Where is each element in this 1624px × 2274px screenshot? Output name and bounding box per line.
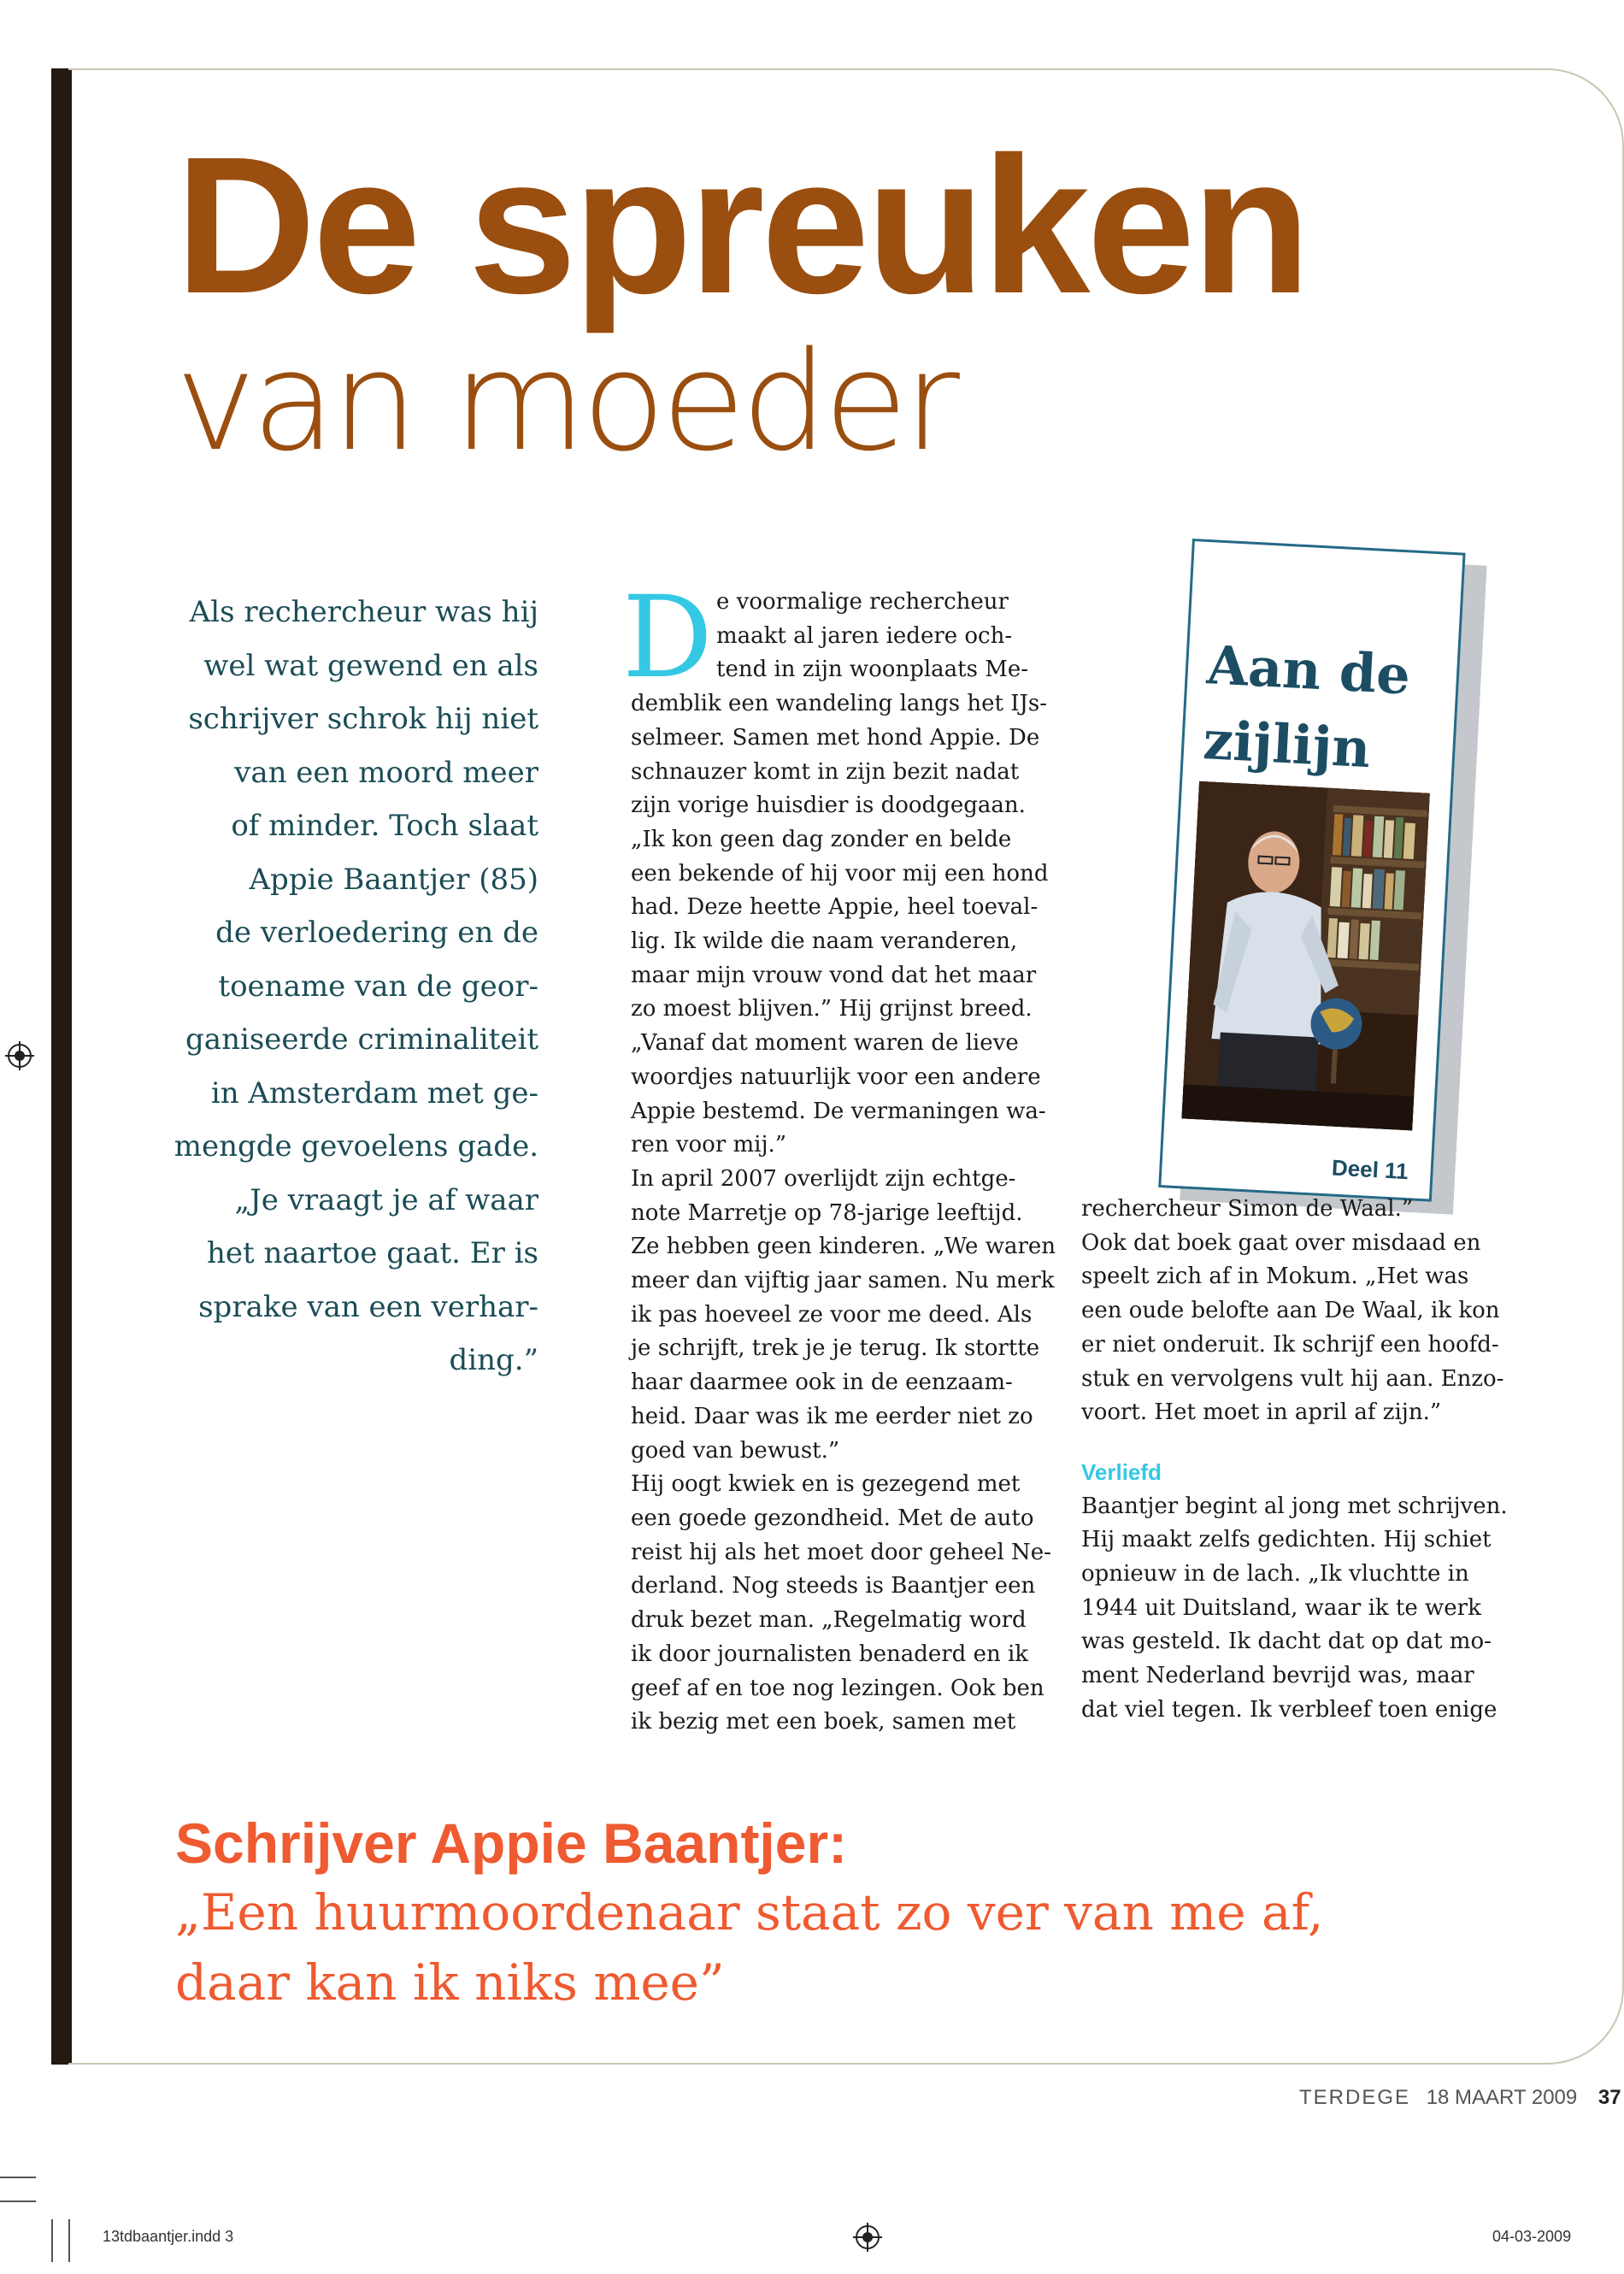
- sidebar-box: [1158, 539, 1465, 1202]
- intro-line: mengde gevoelens gade.: [174, 1129, 538, 1164]
- intro-line: „Je vraagt je af waar: [234, 1182, 538, 1217]
- body-line: Ze hebben geen kinderen. „We waren: [631, 1234, 1056, 1260]
- body-line: e voormalige rechercheur: [716, 589, 1009, 615]
- body-line: speelt zich af in Mokum. „Het was: [1081, 1264, 1469, 1290]
- body-line: schnauzer komt in zijn bezit nadat: [631, 758, 1020, 785]
- body-line: was gesteld. Ik dacht dat op dat mo-: [1081, 1629, 1492, 1655]
- body-line: geef af en toe nog lezingen. Ook ben: [631, 1675, 1044, 1701]
- crop-mark: [51, 2219, 53, 2262]
- body-line: rechercheur Simon de Waal.”: [1081, 1196, 1414, 1222]
- portrait-photo: [1181, 781, 1429, 1131]
- body-line: Baantjer begint al jong met schrijven.: [1081, 1493, 1508, 1519]
- body-line: maar mijn vrouw vond dat het maar: [631, 962, 1037, 988]
- crop-mark: [68, 2219, 70, 2262]
- body-line: stuk en vervolgens vult hij aan. Enzo-: [1081, 1365, 1504, 1392]
- body-line: ren voor mij.”: [631, 1132, 787, 1158]
- intro-line: toename van de geor-: [218, 969, 538, 1004]
- sidebar-box-title: [1201, 627, 1456, 791]
- headline-sub: van moeder: [175, 321, 956, 481]
- page-number: 37: [1598, 2086, 1621, 2109]
- series-label: Deel 11: [1331, 1154, 1409, 1185]
- intro-line: wel wat gewend en als: [203, 648, 538, 683]
- body-line: meer dan vijftig jaar samen. Nu merk: [631, 1268, 1055, 1294]
- body-line: een goede gezondheid. Met de auto: [631, 1505, 1034, 1531]
- body-line: voort. Het moet in april af zijn.”: [1081, 1399, 1442, 1426]
- body-line: opnieuw in de lach. „Ik vluchtte in: [1081, 1561, 1469, 1588]
- article-column-2: [1081, 1193, 1509, 1728]
- slug-date: 04-03-2009: [1492, 2228, 1572, 2245]
- section-subhead: Verliefd: [1081, 1458, 1162, 1485]
- issue-date: 18 MAART 2009: [1426, 2086, 1578, 2109]
- registration-mark-icon: [5, 1041, 34, 1070]
- sidebar-box-title-line: Aan de: [1205, 633, 1412, 707]
- intro-line: of minder. Toch slaat: [231, 809, 538, 843]
- body-line: „Vanaf dat moment waren de lieve: [631, 1030, 1019, 1057]
- body-line: „Ik kon geen dag zonder en belde: [631, 826, 1012, 852]
- magazine-name: TERDEGE: [1299, 2086, 1411, 2109]
- pullquote-line: daar kan ik niks mee”: [175, 1953, 725, 2012]
- intro-line: Appie Baantjer (85): [249, 862, 538, 897]
- body-line: er niet onderuit. Ik schrijf een hoofd-: [1081, 1331, 1499, 1358]
- intro-line: Als rechercheur was hij: [189, 595, 538, 629]
- body-line: zijn vorige huisdier is doodgegaan.: [631, 792, 1026, 819]
- article-column-1: [631, 586, 1056, 1740]
- crop-mark: [0, 2200, 36, 2202]
- intro-line: het naartoe gaat. Er is: [206, 1236, 538, 1270]
- body-line: Hij oogt kwiek en is gezegend met: [631, 1471, 1021, 1498]
- body-line: Ook dat boek gaat over misdaad en: [1081, 1229, 1481, 1256]
- body-line: een bekende of hij voor mij een hond: [631, 860, 1049, 887]
- body-line: lig. Ik wilde die naam veranderen,: [631, 928, 1018, 955]
- body-line: ik pas hoeveel ze voor me deed. Als: [631, 1301, 1033, 1328]
- body-line: druk bezet man. „Regelmatig word: [631, 1607, 1027, 1634]
- body-line: tend in zijn woonplaats Me-: [716, 657, 1029, 683]
- page-footer: [1299, 2086, 1621, 2110]
- sidebar-box-title-line: zijlijn: [1201, 709, 1373, 781]
- intro-line: de verloedering en de: [215, 916, 538, 950]
- body-line: 1944 uit Duitsland, waar ik te werk: [1081, 1594, 1481, 1621]
- body-line: Hij maakt zelfs gedichten. Hij schiet: [1081, 1527, 1492, 1553]
- body-line: reist hij als het moet door geheel Ne-: [631, 1539, 1051, 1565]
- body-line: dat viel tegen. Ik verbleef toen enige: [1081, 1696, 1497, 1723]
- body-line: Appie bestemd. De vermaningen wa-: [631, 1098, 1046, 1124]
- intro-lead: [171, 586, 538, 1387]
- body-line: woordjes natuurlijk voor een andere: [631, 1063, 1041, 1090]
- intro-line: in Amsterdam met ge-: [210, 1075, 538, 1110]
- body-line: heid. Daar was ik me eerder niet zo: [631, 1403, 1033, 1429]
- intro-line: ding.”: [449, 1343, 538, 1377]
- body-line: note Marretje op 78-jarige leeftijd.: [631, 1199, 1023, 1226]
- intro-line: van een moord meer: [234, 755, 538, 790]
- slug-filename: 13tdbaantjer.indd 3: [103, 2228, 234, 2245]
- body-line: een oude belofte aan De Waal, ik kon: [1081, 1298, 1500, 1324]
- body-line: selmeer. Samen met hond Appie. De: [631, 724, 1040, 751]
- pullquote: [175, 1877, 1323, 2018]
- portrait-photo-illustration: [1181, 781, 1429, 1131]
- drop-cap: D: [622, 572, 713, 704]
- body-line: je schrijft, trek je je terug. Ik stortte: [631, 1335, 1040, 1362]
- registration-mark-icon: [853, 2223, 882, 2252]
- intro-line: sprake van een verhar-: [198, 1289, 538, 1324]
- headline: De spreuken: [175, 117, 1308, 334]
- pullquote-heading: Schrijver Appie Baantjer:: [175, 1812, 848, 1875]
- body-line: ik door journalisten benaderd en ik: [631, 1641, 1029, 1667]
- body-line: ik bezig met een boek, samen met: [631, 1709, 1016, 1735]
- body-line: zo moest blijven.” Hij grijnst breed.: [631, 996, 1033, 1022]
- body-line: derland. Nog steeds is Baantjer een: [631, 1573, 1036, 1599]
- intro-line: ganiseerde criminaliteit: [185, 1022, 538, 1057]
- body-line: In april 2007 overlijdt zijn echtge-: [631, 1165, 1016, 1192]
- body-line: had. Deze heette Appie, heel toeval-: [631, 894, 1039, 921]
- pullquote-line: „Een huurmoordenaar staat zo ver van me af,: [175, 1883, 1324, 1941]
- body-line: haar daarmee ook in de eenzaam-: [631, 1370, 1013, 1396]
- body-line: ment Nederland bevrijd was, maar: [1081, 1663, 1474, 1689]
- body-line: goed van bewust.”: [631, 1437, 840, 1464]
- crop-mark: [0, 2177, 36, 2178]
- intro-line: schrijver schrok hij niet: [188, 702, 538, 736]
- body-line: demblik een wandeling langs het IJs-: [631, 691, 1048, 717]
- body-line: maakt al jaren iedere och-: [716, 622, 1013, 649]
